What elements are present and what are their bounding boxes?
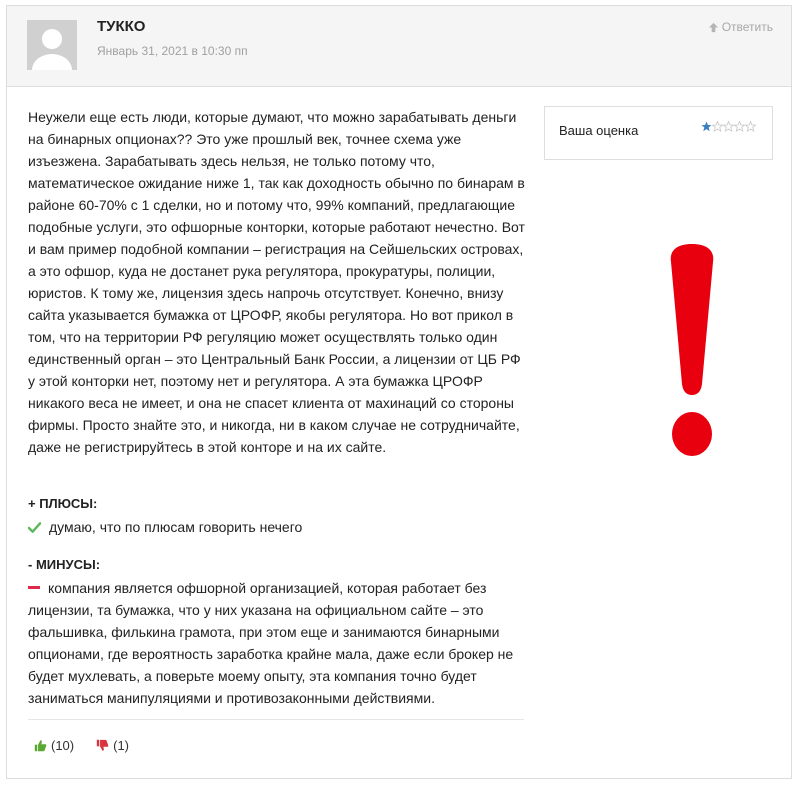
- star-empty-icon[interactable]: [712, 121, 723, 132]
- reply-label: Ответить: [721, 20, 773, 34]
- default-avatar-icon: [27, 20, 77, 70]
- like-button[interactable]: [34, 738, 74, 753]
- vote-bar: [34, 738, 129, 753]
- pros-text: думаю, что по плюсам говорить нечего: [49, 519, 303, 535]
- review-body: Неужели еще есть люди, которые думают, что можно зарабатывать деньги на бинарных опционах?? Это уже прошлый век, точнее схема уже изъезжена. Зарабатывать здесь нельзя, не только потому что, математическое ожидание ниже 1, так как доходность обычно по бинарам в районе 60-70% с 1 сделки, но и потому что, 99% компаний, предлагающие подобные услуги, это офшорные конторки, которые работают нечестно. Вот и вам пример подобной компании – регистрация на Сейшельских островах, а это офшор, куда не достанет рука регулятора, прокуратуры, полиции, юристов. К тому же, лицензия здесь напрочь отсутствует. Конечно, внизу сайта указывается бумажка от ЦРОФР, якобы регулятора. Но вот прикол в том, что на территории РФ регуляцию может осуществлять только один единственный орган – это Центральный Банк России, а лицензии от ЦБ РФ у этой конторки нет, поэтому нет и регулятора. А эта бумажка ЦРОФР никакого веса не имеет, и она не спасет клиента от махинаций со стороны фирмы. Просто знайте это, и никогда, ни в каком случае не сотрудничайте, даже не регистрируйтесь в этой конторе и на их сайте.: [28, 109, 525, 455]
- arrow-up-icon: [708, 22, 719, 33]
- avatar: [27, 20, 77, 70]
- pros-item: [28, 516, 528, 538]
- review-card: [6, 5, 792, 779]
- cons-text: компания является офшорной организацией, которая работает без лицензии, та бумажка, что у них указана на официальном сайте – это фальшивка, филькина грамота, при этом еще и занимаются бинарными опционами, где вероятность заработка крайне мала, даже если брокер не будет мухлевать, а поверьте моему опыту, эта компания точно будет заниматься манипуляциями и противозаконными действиями.: [28, 580, 514, 706]
- thumbs-down-icon: [96, 739, 109, 752]
- cons-item: [28, 577, 528, 709]
- exclamation-mark-icon: [647, 244, 737, 458]
- thumbs-up-icon: [34, 739, 47, 752]
- reply-button[interactable]: [708, 20, 773, 34]
- check-icon: [28, 521, 41, 534]
- pros-title: + ПЛЮСЫ:: [28, 496, 98, 511]
- review-header: [7, 6, 791, 87]
- author-name: ТУККО: [97, 18, 146, 35]
- star-filled-icon[interactable]: [701, 121, 712, 132]
- rating-label: Ваша оценка: [559, 123, 639, 138]
- star-empty-icon[interactable]: [734, 121, 745, 132]
- minus-icon: [28, 586, 40, 589]
- rating-box: [544, 106, 773, 160]
- like-count: (10): [51, 738, 75, 753]
- cons-title: - МИНУСЫ:: [28, 557, 101, 572]
- dislike-button[interactable]: [96, 738, 129, 753]
- divider: [28, 719, 524, 720]
- rating-stars[interactable]: [701, 121, 756, 132]
- review-date: Январь 31, 2021 в 10:30 пп: [97, 44, 248, 58]
- dislike-count: (1): [113, 738, 130, 753]
- star-empty-icon[interactable]: [745, 121, 756, 132]
- star-empty-icon[interactable]: [723, 121, 734, 132]
